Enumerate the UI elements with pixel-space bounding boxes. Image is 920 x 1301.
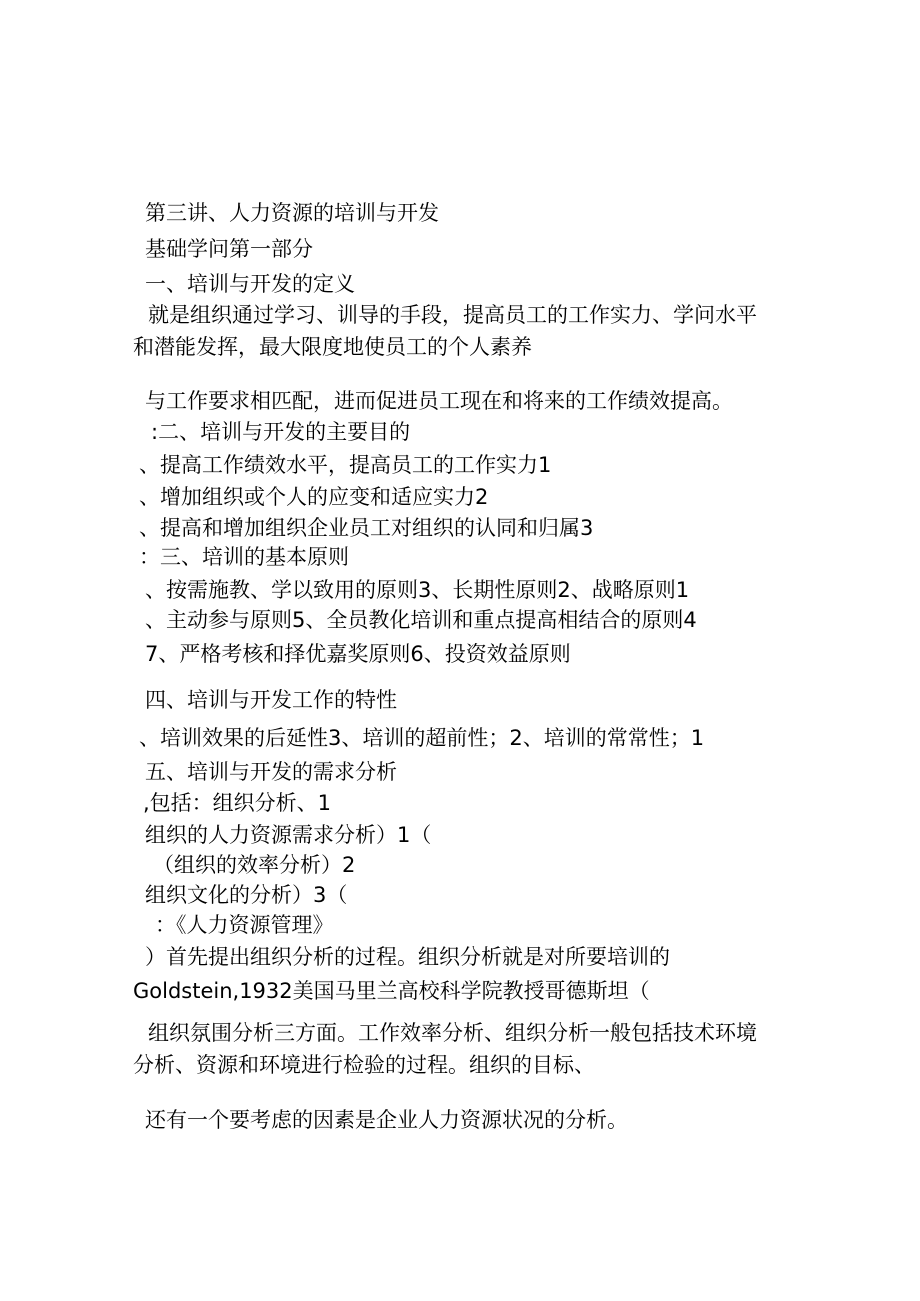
section-heading-2: :二、培训与开发的主要目的 (151, 420, 411, 444)
list-item: 、按需施教、学以致用的原则3、长期性原则2、战略原则1 (145, 578, 690, 602)
paragraph-line: 与工作要求相匹配，进而促进员工现在和将来的工作绩效提高。 (145, 389, 733, 413)
list-item: 、增加组织或个人的应变和适应实力2 (139, 485, 489, 509)
paragraph-line: 组织文化的分析）3（ (145, 883, 348, 907)
paragraph-line: 组织氛围分析三方面。工作效率分析、组织分析一般包括技术环境 (148, 1021, 757, 1045)
list-item: 、主动参与原则5、全员教化培训和重点提高相结合的原则4 (145, 608, 697, 632)
list-item: 、培训效果的后延性3、培训的超前性；2、培训的常常性；1 (139, 726, 705, 750)
section-heading-3: ：三、培训的基本原则 (139, 545, 349, 569)
list-item: 、提高和增加组织企业员工对组织的认同和归属3 (139, 516, 594, 540)
paragraph-line: 就是组织通过学习、训导的手段，提高员工的工作实力、学问水平 (148, 303, 757, 327)
paragraph-line: ,包括：组织分析、1 (143, 791, 332, 815)
section-heading-5: 五、培训与开发的需求分析 (145, 760, 397, 784)
paragraph-line: （组织的效率分析）2 (153, 853, 356, 877)
paragraph-line: Goldstein,1932美国马里兰高校科学院教授哥德斯坦（ (133, 979, 650, 1003)
list-item: 、提高工作绩效水平，提高员工的工作实力1 (139, 453, 552, 477)
paragraph-line: ）首先提出组织分析的过程。组织分析就是对所要培训的 (145, 945, 670, 969)
paragraph-line: 组织的人力资源需求分析）1（ (145, 823, 432, 847)
section-heading-1: 一、培训与开发的定义 (145, 272, 355, 296)
list-item: 7、严格考核和择优嘉奖原则6、投资效益原则 (145, 642, 571, 666)
paragraph-line: 还有一个要考虑的因素是企业人力资源状况的分析。 (145, 1108, 628, 1132)
paragraph-line: 和潜能发挥，最大限度地使员工的个人素养 (133, 335, 532, 359)
section-heading-4: 四、培训与开发工作的特性 (145, 688, 397, 712)
paragraph-line: 分析、资源和环境进行检验的过程。组织的目标、 (133, 1053, 595, 1077)
paragraph-line: ：《人力资源管理》 (155, 913, 334, 937)
lecture-title: 第三讲、人力资源的培训与开发 (145, 201, 439, 225)
part-heading: 基础学问第一部分 (145, 237, 313, 261)
